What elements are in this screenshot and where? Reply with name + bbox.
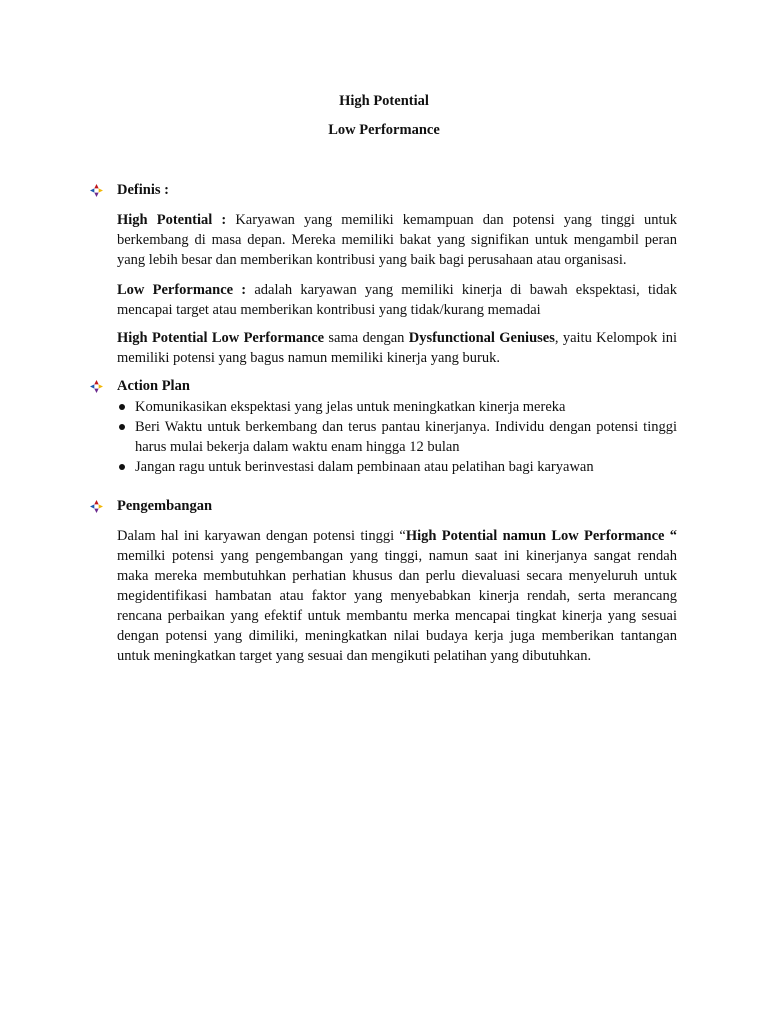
- four-arrow-bullet-icon: [90, 184, 103, 197]
- title-line-1: High Potential: [339, 93, 429, 109]
- definisi-heading-text: Definis :: [117, 182, 169, 198]
- high-potential-label: High Potential :: [117, 212, 227, 228]
- paragraph-high-potential: [117, 210, 677, 270]
- pengembangan-intro: Dalam hal ini karyawan dengan potensi tinggi “: [117, 528, 406, 544]
- section-heading-pengembangan: [90, 496, 212, 516]
- hplp-end-text: , yaitu Kelompok ini memiliki potensi yang bagus namun memiliki kinerja yang buruk.: [117, 330, 677, 366]
- section-heading-action-plan: [90, 376, 190, 396]
- dysfunctional-label: Dysfunctional Geniuses: [408, 330, 555, 346]
- action-plan-list: [117, 397, 677, 477]
- pengembangan-rest: memilki potensi yang pengembangan yang tinggi, namun saat ini kinerjanya sangat rendah maka mereka membutuhkan perhatian khusus dan perlu dievaluasi secara menyeluruh untuk megidentifikasi hambatan atau faktor yang menyebabkan kinerja rendah, serta merancang rencana perbaikan yang efektif untuk membantu merka mencapai tingkat kinerja yang sesuai dengan potensi yang dimiliki, meningkatkan nilai budaya kerja juga memberikan tantangan untuk meningkatkan target yang sesuai dan mengikuti pelatihan yang dibutuhkan.: [117, 548, 677, 664]
- section-heading-definisi: [90, 180, 169, 200]
- list-item: Beri Waktu untuk berkembang dan terus pantau kinerjanya. Individu dengan potensi tinggi harus mulai bekerja dalam waktu enam hingga 12 bulan: [117, 417, 677, 457]
- list-item: Jangan ragu untuk berinvestasi dalam pembinaan atau pelatihan bagi karyawan: [117, 457, 677, 477]
- list-item: Komunikasikan ekspektasi yang jelas untuk meningkatkan kinerja mereka: [117, 397, 677, 417]
- pengembangan-heading-text: Pengembangan: [117, 498, 213, 514]
- four-arrow-bullet-icon: [90, 380, 103, 393]
- hplp-label: High Potential Low Performance: [117, 330, 325, 346]
- paragraph-dysfunctional-geniuses: [117, 328, 677, 368]
- low-performance-text: adalah karyawan yang memiliki kinerja di bawah ekspektasi, tidak mencapai target atau memberikan kontribusi yang tidak/kurang memadai: [117, 282, 677, 318]
- action-plan-heading-text: Action Plan: [117, 378, 190, 394]
- hplp-mid-text: sama dengan: [324, 330, 409, 346]
- low-performance-label: Low Performance :: [117, 282, 247, 298]
- pengembangan-bold: High Potential namun Low Performance “: [405, 528, 677, 544]
- paragraph-pengembangan: [117, 526, 677, 666]
- high-potential-text: Karyawan yang memiliki kemampuan dan potensi yang tinggi untuk berkembang di masa depan. Mereka memiliki bakat yang signifikan untuk mengambil peran yang lebih besar dan memberikan kontribusi yang baik bagi perusahaan atau organisasi.: [117, 212, 677, 268]
- title-line-2: Low Performance: [328, 122, 440, 138]
- paragraph-low-performance: [117, 280, 677, 320]
- four-arrow-bullet-icon: [90, 500, 103, 513]
